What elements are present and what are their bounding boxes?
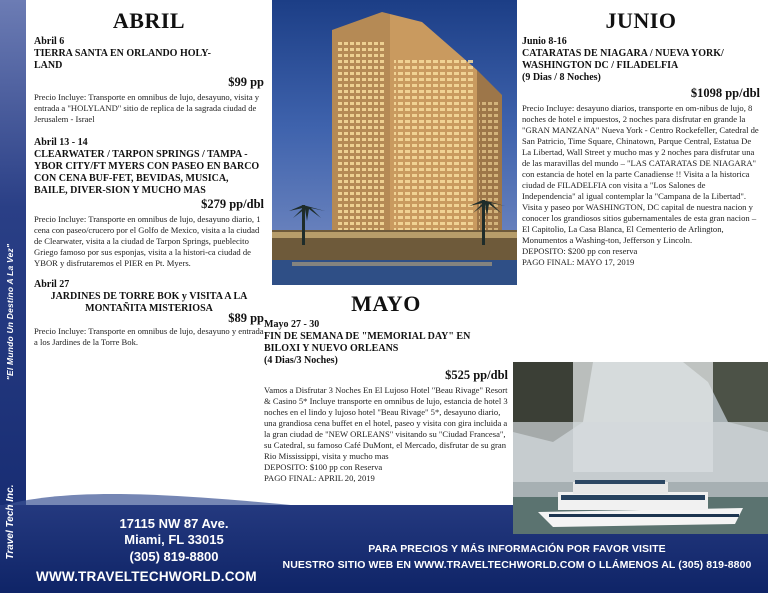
trip-price: $99 pp — [228, 75, 264, 89]
trip-duration: (4 Dias/3 Noches) — [264, 355, 338, 366]
trip-title: CLEARWATER / TARPON SPRINGS / TAMPA - YBOR CITY/FT MYERS CON PASEO EN BARCO CON CENA BUF-FET, BEVIDAS, MUSICA, BAILE, DIVER-SION Y MUCHO MAS — [34, 149, 260, 196]
mayo-heading: MAYO — [351, 291, 421, 316]
trip-final-payment: PAGO FINAL: MAYO 17, 2019 — [522, 257, 635, 267]
trip-price: $279 pp/dbl — [201, 197, 264, 211]
footer-line-2: NUESTRO SITIO WEB EN WWW.TRAVELTECHWORLD.COM O LLÁMENOS AL (305) 819-8800 — [282, 559, 752, 571]
abril-trip-1 — [34, 36, 264, 125]
abril-trip-2 — [34, 137, 264, 269]
hotel-photo — [272, 0, 517, 285]
trip-description: Precio Incluye: Transporte en omnibus de lujo, desayuno diario, 1 cena con paseo/crucero por el Golfo de Mexico, visita a la ciudad de Clearwater, visita a la ciudad de Tarpon Springs, pueblecito Griego famoso por sus esponjas, visita a la histori-ca ciudad de YBOR y disfrutaremos el PIER en Pt. Myers. — [34, 214, 261, 268]
trip-date: Abril 13 - 14 — [34, 137, 88, 148]
trip-description: Precio Incluye: desayuno diarios, transporte en om-nibus de lujo, 8 noches de hotel e impuestos, 2 noches para disfrutar en grande la "GRAN MANZANA" Nueva York - Centro Rockefeller, Catedral de San Patricio, Time Square, Chinatown, Parque Central, Estatua De La Libertad, Wall Street y mucho mas y 2 noches para disfrutar una de las maravillas del mundo – "LAS CATARATAS DE NIAGARA" con estancia de hotel en la parte Canadiense !! Visita a la historica ciudad de FILADELFIA con visita a "Los Salones de Independencia" al igual contemplar la "Campana de la Libertad". Visita y paseo por WASHINGTON, DC capital de nuestra nacion y conocer los grandiosos sitios gubernamentales de esta gran nacion – El Capitolio, La Casa Blanca, El Cementerio de Arlington, Monumentos a Washing-ton, Jefferson y Lincoln. — [522, 103, 759, 245]
footer-line-1: PARA PRECIOS Y MÁS INFORMACIÓN POR FAVOR VISITE — [368, 543, 666, 555]
trip-price: $1098 pp/dbl — [690, 86, 760, 100]
trip-deposit: DEPOSITO: $100 pp con Reserva — [264, 462, 383, 472]
niagara-photo — [513, 362, 768, 534]
contact-block — [36, 516, 272, 588]
trip-duration: (9 Dias / 8 Noches) — [522, 72, 601, 83]
niagara-illustration — [513, 362, 768, 534]
junio-heading: JUNIO — [605, 8, 677, 33]
trip-final-payment: PAGO FINAL: APRIL 20, 2019 — [264, 473, 375, 483]
trip-date: Mayo 27 - 30 — [264, 319, 320, 330]
trip-description: Precio Incluye: Transporte en omnibus de lujo, desayuno y entrada a los Jardines de la Torre Bok. — [34, 326, 264, 347]
trip-date: Abril 6 — [34, 36, 65, 47]
abril-heading: ABRIL — [112, 8, 186, 33]
trip-description: Precio Incluye: Transporte en omnibus de lujo, desayuno, visita y entrada a "HOLYLAND" sitio de replica de la sagrada ciudad de Jerusalem - Israel — [34, 92, 260, 124]
address-street: 17115 NW 87 Ave. — [119, 516, 229, 531]
hotel-illustration — [272, 0, 517, 285]
trip-price: $525 pp/dbl — [445, 368, 508, 382]
junio-section — [522, 8, 760, 268]
trip-deposit: DEPOSITO: $200 pp con reserva — [522, 246, 638, 256]
abril-section — [34, 8, 264, 348]
trip-date: Junio 8-16 — [522, 36, 567, 47]
contact-phone[interactable]: (305) 819-8800 — [129, 549, 219, 564]
trip-title: CATARATAS DE NIAGARA / NUEVA YORK/ WASHINGTON DC / FILADELFIA — [522, 48, 724, 71]
trip-title: TIERRA SANTA EN ORLANDO HOLY-LAND — [34, 48, 211, 71]
trip-date: Abril 27 — [34, 279, 70, 290]
company-name: Travel Tech Inc. — [5, 484, 16, 560]
trip-price: $89 pp — [228, 311, 264, 325]
trip-title: JARDINES DE TORRE BOK y VISITA A LA MONTAÑITA MISTERIOSA — [50, 291, 248, 314]
address-city: Miami, FL 33015 — [124, 532, 224, 547]
trip-description: Vamos a Disfrutar 3 Noches En El Lujoso Hotel "Beau Rivage" Resort & Casino 5* Incluye transporte en omnibus de lujo, estancia de hotel 3 noches en el lindo y lujoso hotel "Beau Rivage" 5*, desayuno diario, una grandiosa cena buffet en el hotel, paseo y visita con gira incluida a la gran ciudad de "NEW ORLEANS" visitando su "Ciudad Francesa", su Catedral, su famoso Café DuMont, el Mercado, disfrutar de su gran Rio Mississippi, visita y mucho mas — [264, 385, 508, 461]
abril-trip-3 — [34, 279, 264, 348]
trip-title: FIN DE SEMANA DE "MEMORIAL DAY" EN BILOXI Y NUEVO ORLEANS — [264, 331, 471, 354]
slogan: "El Mundo Un Destino A La Vez" — [5, 243, 15, 381]
mayo-section — [264, 291, 508, 484]
footer-cta — [270, 541, 764, 573]
contact-website[interactable]: WWW.TRAVELTECHWORLD.COM — [36, 569, 257, 584]
